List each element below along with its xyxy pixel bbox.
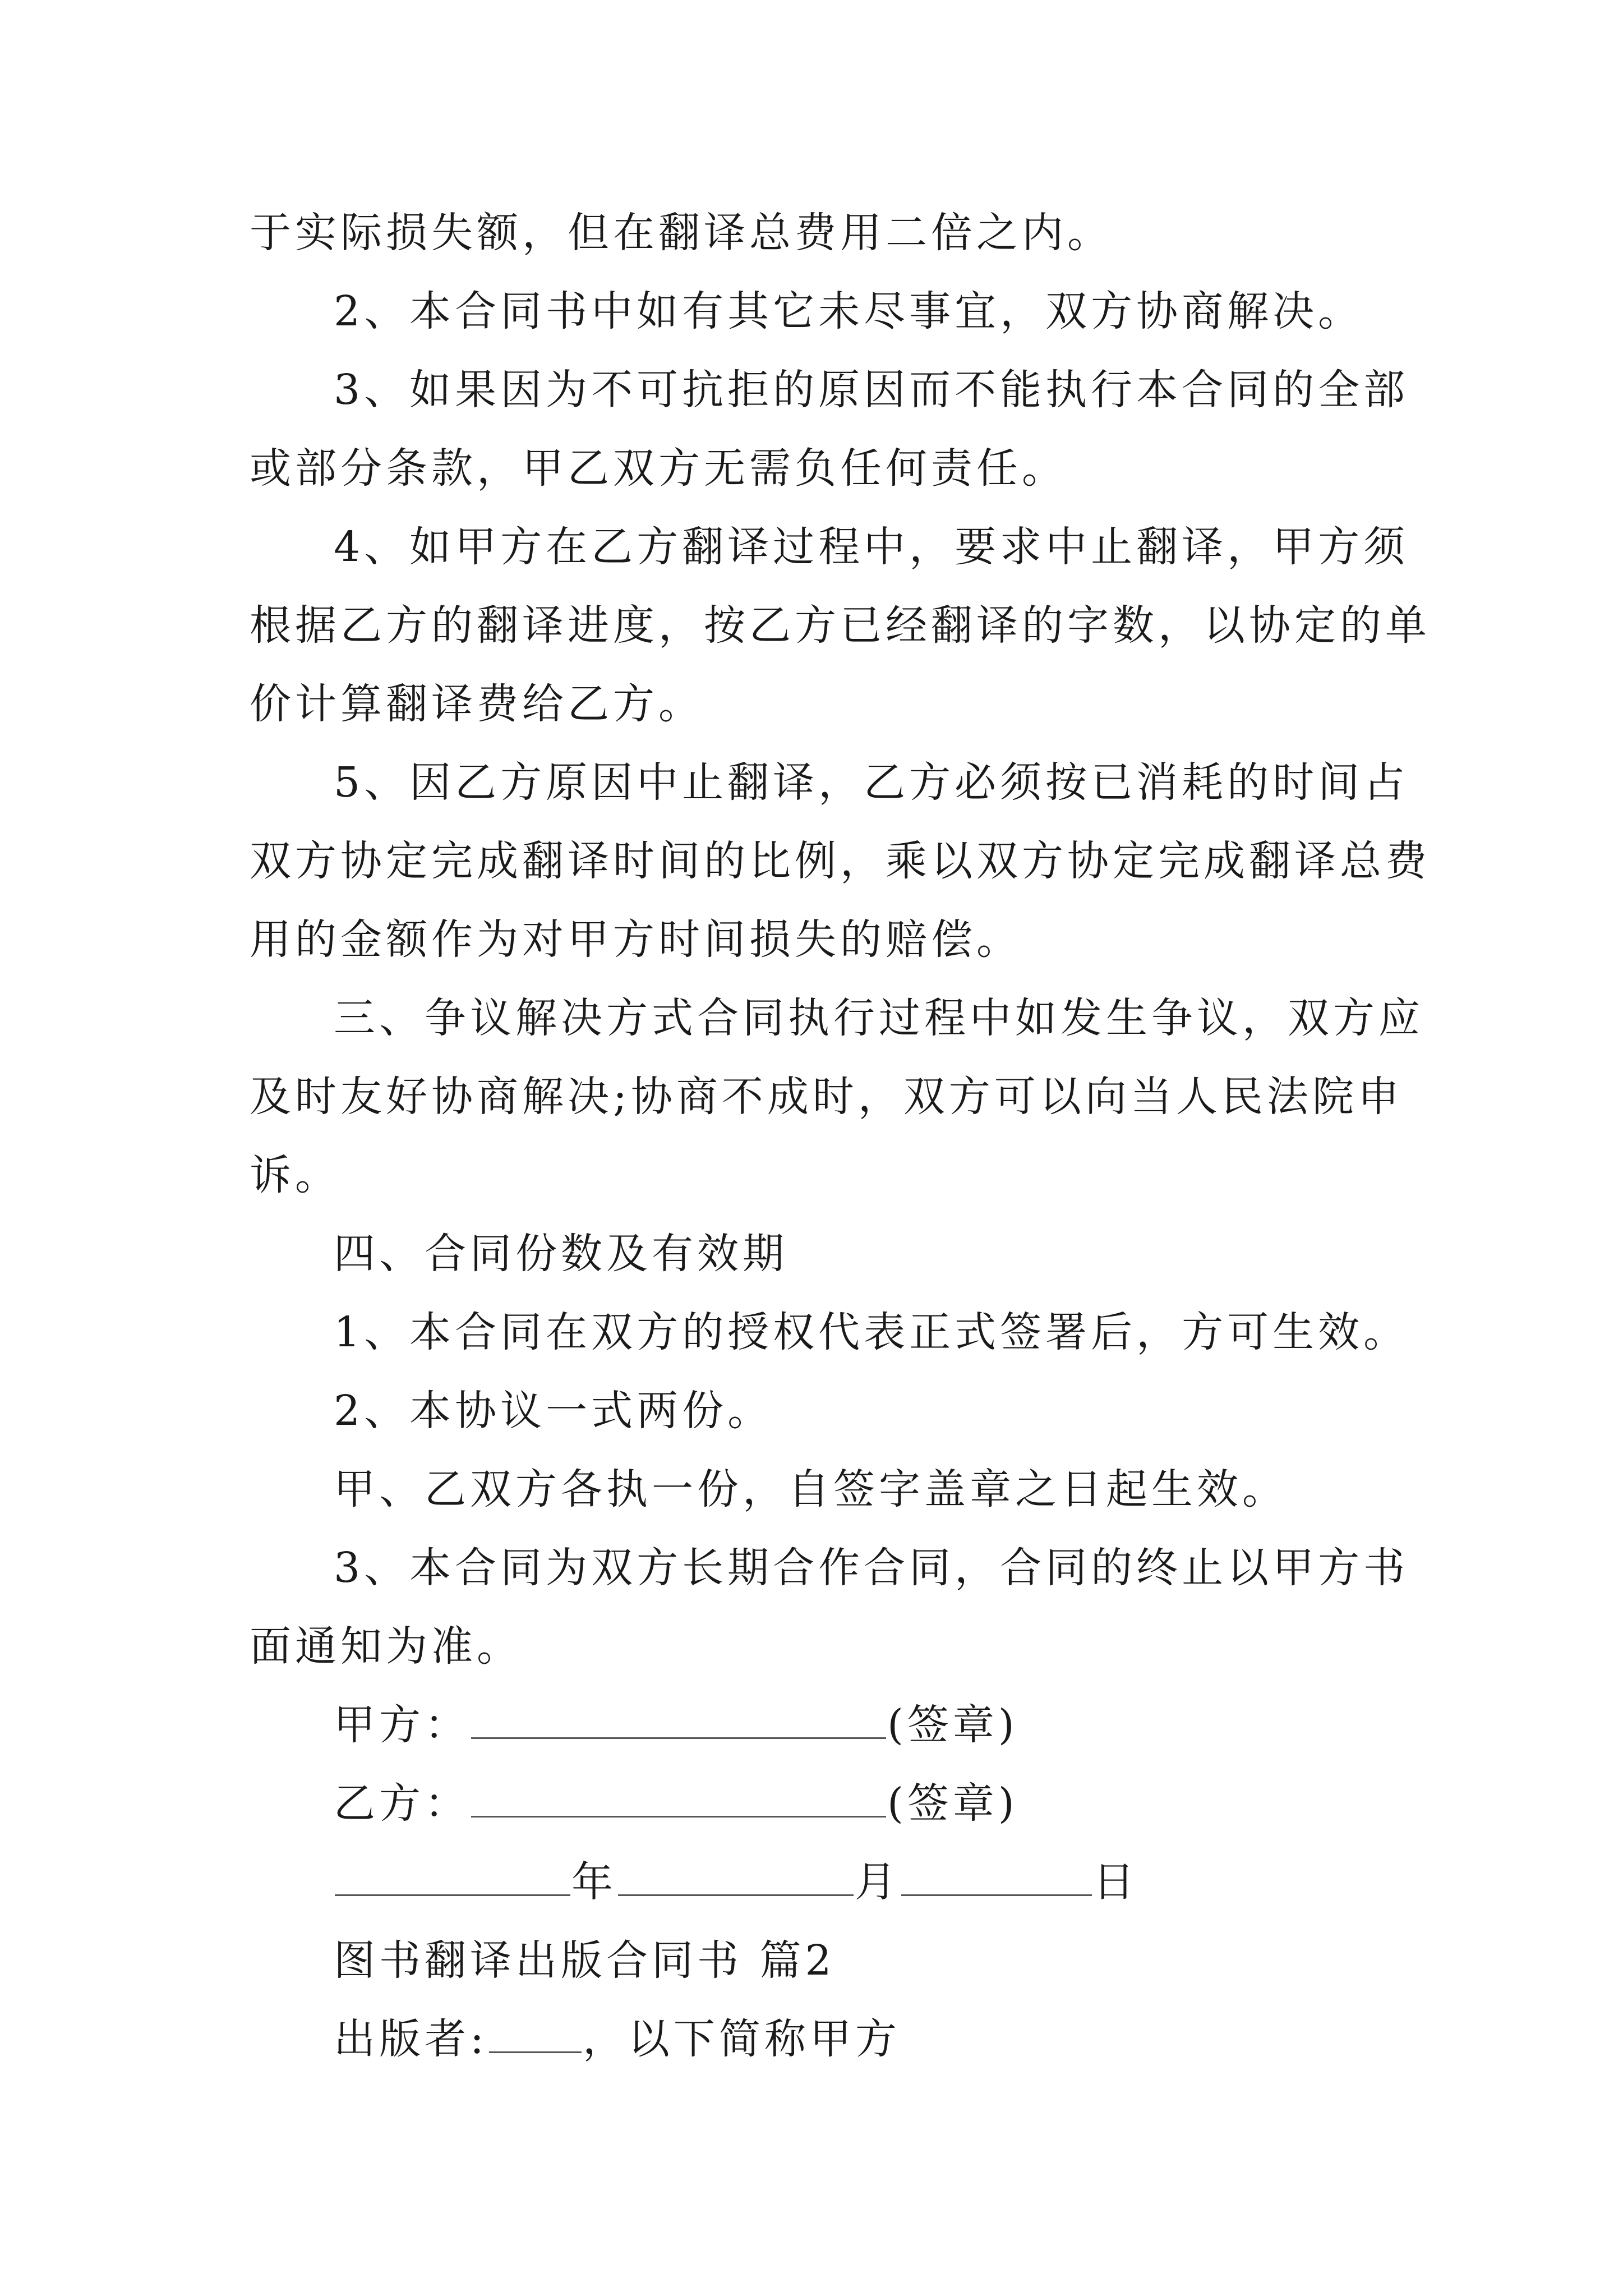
publisher-blank[interactable] [489, 2012, 582, 2053]
paragraph-line: 3、本合同为双方长期合作合同，合同的终止以甲方书 [334, 1544, 1409, 1592]
paragraph-line: 甲、乙双方各执一份，自签字盖章之日起生效。 [334, 1465, 1288, 1513]
paragraph-line: 三、争议解决方式合同执行过程中如发生争议，双方应 [334, 994, 1424, 1042]
party-b-label: 乙方： [334, 1779, 470, 1828]
paragraph-line: 4、如甲方在乙方翻译过程中，要求中止翻译，甲方须 [334, 523, 1409, 571]
party-a-seal-note: (签章) [887, 1701, 1018, 1749]
paragraph-line: 1、本合同在双方的授权代表正式签署后，方可生效。 [334, 1308, 1409, 1356]
date-line [334, 1854, 1138, 1910]
day-label: 日 [1093, 1858, 1138, 1906]
publisher-suffix: ，以下简称甲方 [582, 2015, 901, 2063]
paragraph-line: 价计算翻译费给乙方。 [250, 680, 704, 728]
paragraph-line: 及时友好协商解决;协商不成时，双方可以向当人民法院申 [250, 1073, 1403, 1121]
paragraph-line: 双方协定完成翻译时间的比例，乘以双方协定完成翻译总费 [250, 837, 1431, 885]
party-a-label: 甲方： [334, 1701, 470, 1749]
year-label: 年 [571, 1858, 617, 1906]
paragraph-line: 面通知为准。 [250, 1622, 522, 1671]
publisher-line [334, 2011, 901, 2067]
paragraph-line: 或部分条款，甲乙双方无需负任何责任。 [250, 444, 1067, 493]
paragraph-line: 诉。 [250, 1151, 340, 1199]
publisher-label: 出版者: [334, 2015, 488, 2063]
party-a-signature-blank[interactable] [471, 1698, 886, 1739]
paragraph-line: 2、本协议一式两份。 [334, 1387, 773, 1435]
month-blank[interactable] [618, 1855, 854, 1896]
paragraph-line: 用的金额作为对甲方时间损失的赔偿。 [250, 915, 1022, 964]
paragraph-line: 根据乙方的翻译进度，按乙方已经翻译的字数，以协定的单 [250, 601, 1431, 650]
paragraph-line: 2、本合同书中如有其它未尽事宜，双方协商解决。 [334, 287, 1364, 335]
party-b-signature-blank[interactable] [471, 1777, 886, 1818]
paragraph-line: 于实际损失额，但在翻译总费用二倍之内。 [250, 209, 1113, 257]
paragraph-line: 5、因乙方原因中止翻译，乙方必须按已消耗的时间占 [334, 758, 1409, 807]
party-a-signature-line [334, 1697, 1018, 1753]
month-label: 月 [855, 1858, 900, 1906]
party-b-signature-line [334, 1775, 1018, 1832]
year-blank[interactable] [335, 1855, 570, 1896]
section2-title: 图书翻译出版合同书 篇2 [334, 1936, 836, 1985]
section-heading: 四、合同份数及有效期 [334, 1230, 788, 1278]
day-blank[interactable] [901, 1855, 1092, 1896]
paragraph-line: 3、如果因为不可抗拒的原因而不能执行本合同的全部 [334, 366, 1409, 414]
party-b-seal-note: (签章) [887, 1779, 1018, 1828]
